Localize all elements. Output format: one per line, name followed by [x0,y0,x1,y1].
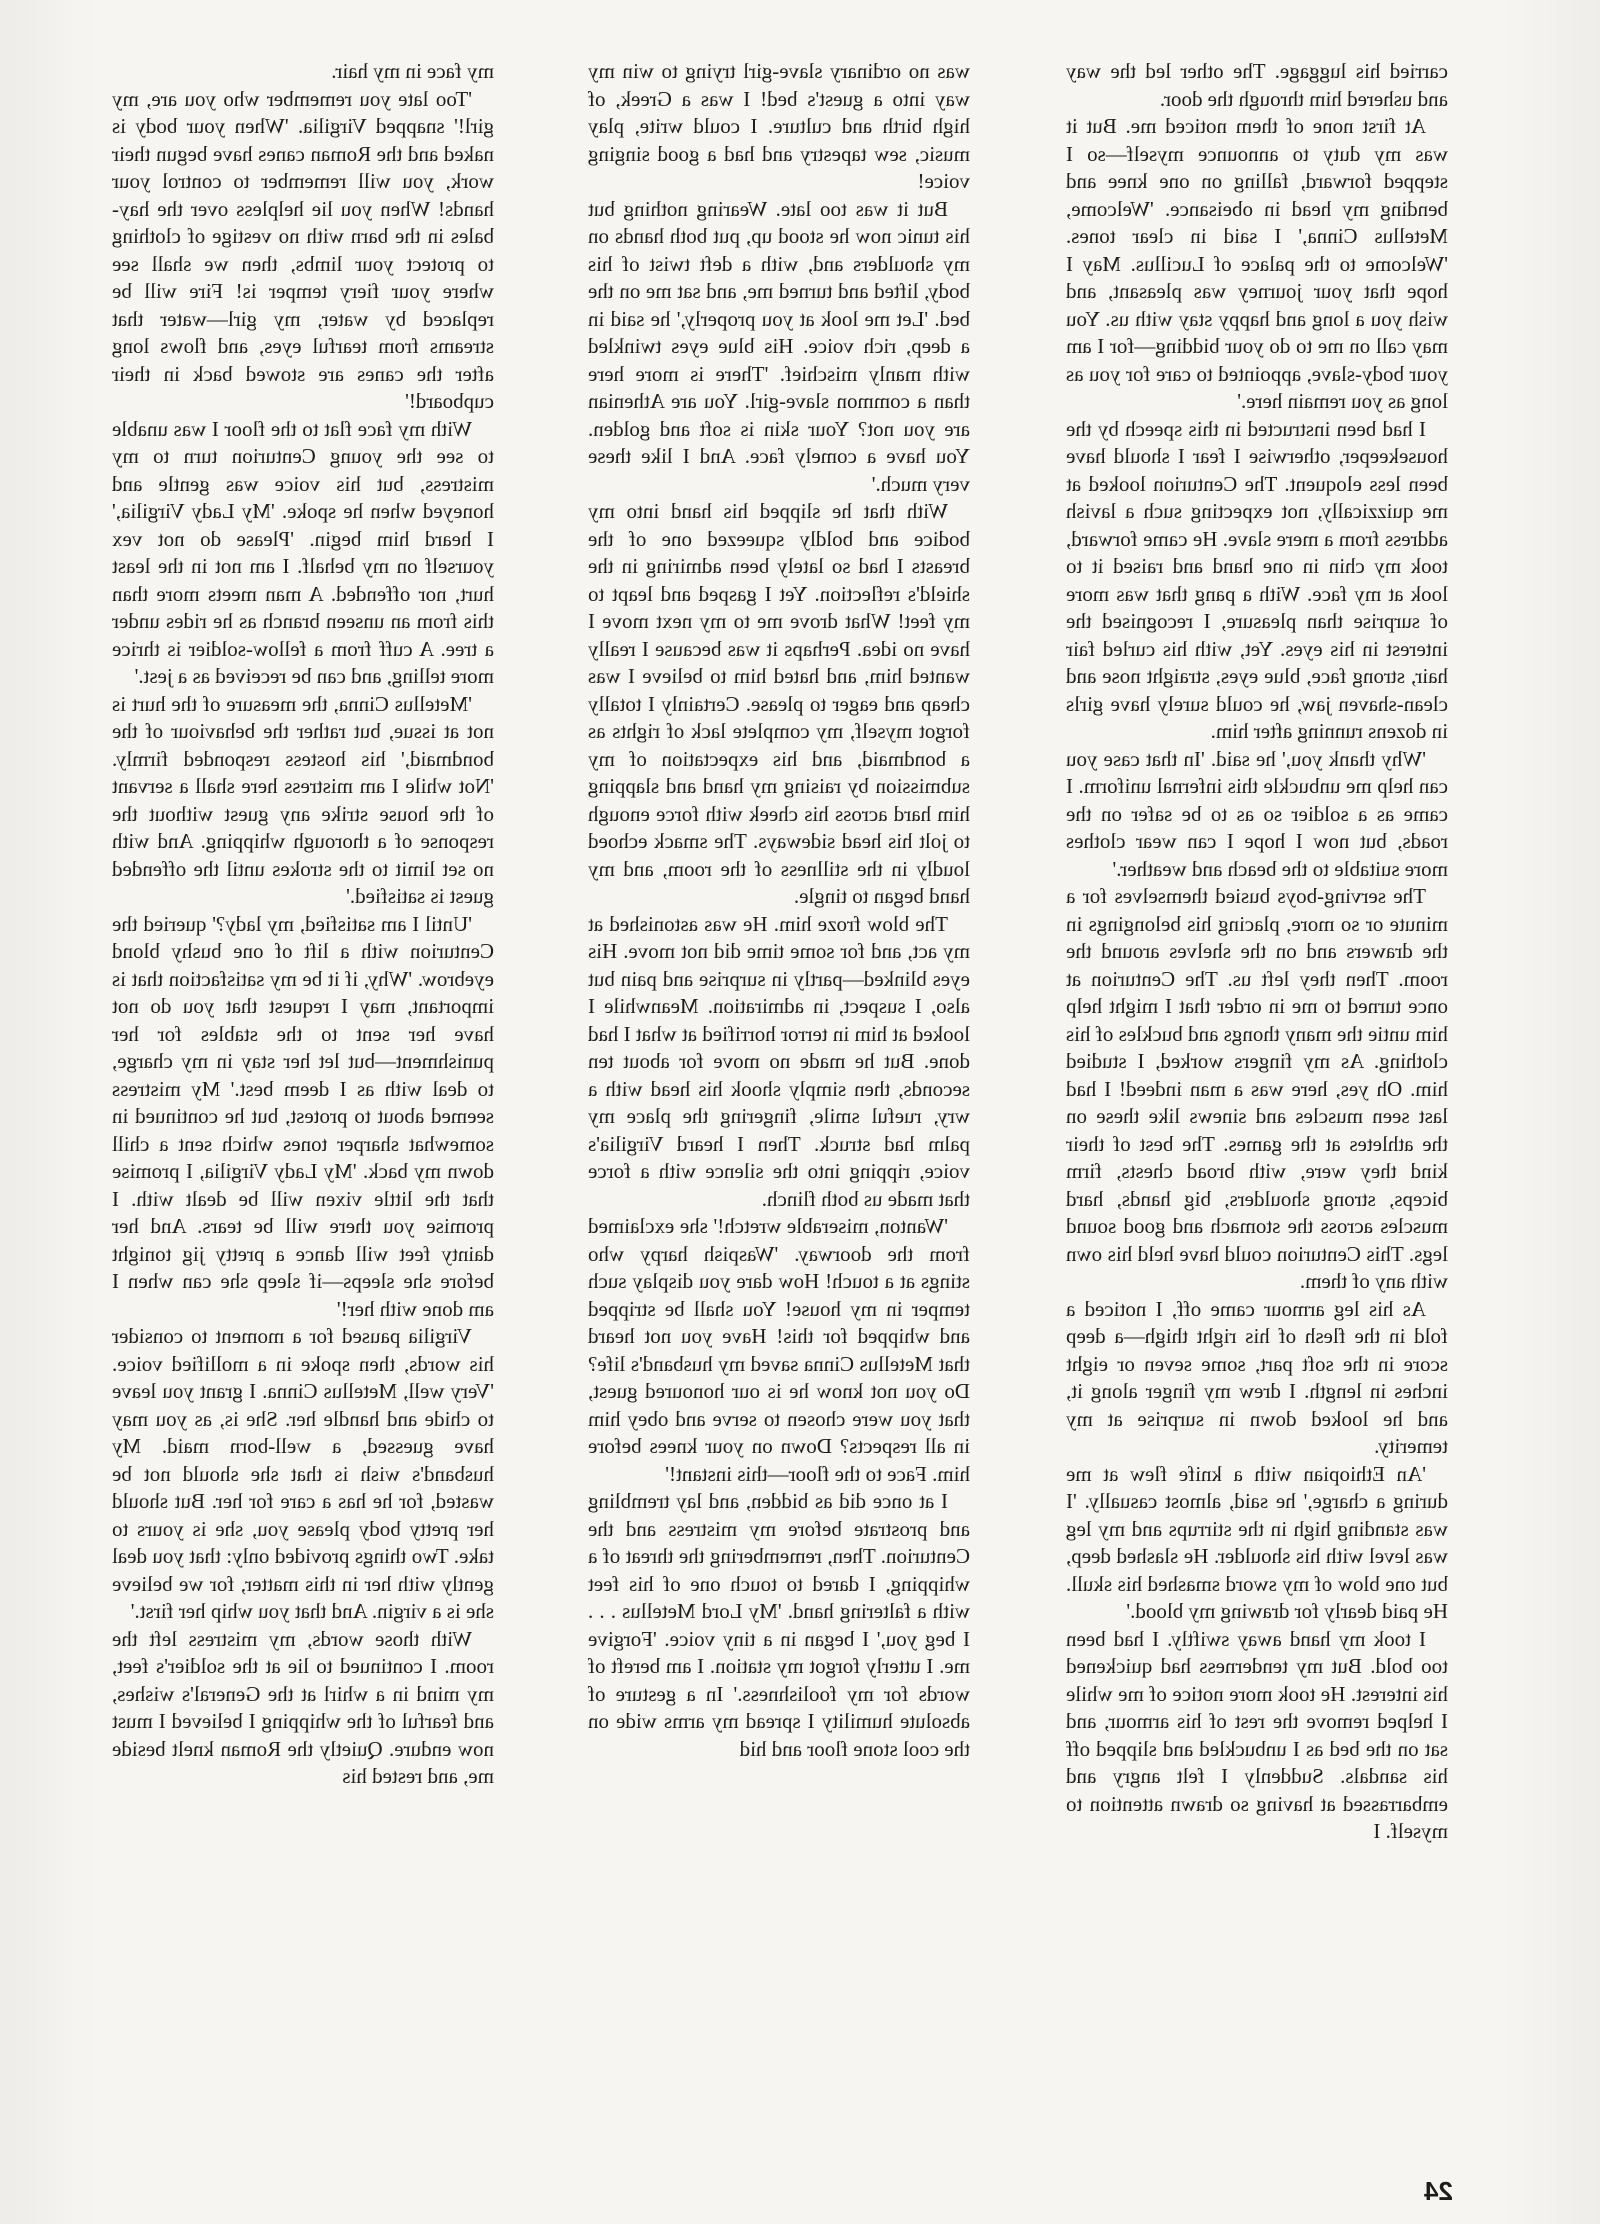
paragraph: With that he slipped his hand into my bodice and boldly squeezed one of the breasts I had so lately been admiring in the shield's reflection. Yet I gasped and leapt to my feet! What drove me to my next move I have no idea. Perhaps it was because I really wanted him, and hated him to believe I was cheap and eager to please. Certainly I totally forgot myself, my complete lack of rights as a bondmaid, and his expectation of my submission by raising my hand and slapping him hard across his cheek with force enough to jolt his head sideways. The smack echoed loudly in the stillness of the room, and my hand began to tingle. [588,499,970,908]
paragraph: At first none of them noticed me. But it was my duty to announce myself—so I stepped forward, falling on one knee and bending my head in obeisance. 'Welcome, Metellus Cinna,' I said in clear tones. 'Welcome to the palace of Lucillus. May I hope that your journey was pleasant, and wish you a long and happy stay with us. You may call on me to do your bidding—for I am your body-slave, appointed to care for you as long as you remain here.' [1066,114,1448,413]
paragraph: carried his luggage. The other led the way and ushered him through the door. [1066,59,1448,111]
paragraph: The blow froze him. He was astonished at my act, and for some time did not move. His eyes blinked—partly in surprise and pain but also, I suspect, in admiration. Meanwhile I looked at him in terror horrified at what I had done. But he made no move for about ten seconds, then simply shook his head with a wry, rueful smile, fingering the place my palm had struck. Then I heard Virgilia's voice, ripping into the silence with a force that made us both flinch. [588,911,970,1211]
text-column-2 [588,58,970,1763]
paragraph: I had been instructed in this speech by the housekeeper, otherwise I fear I should have been less eloquent. The Centurion looked at me quizzically, not expecting such a lavish address from a mere slave. He came forward, took my chin in one hand and raised it to look at my face. With a pang that was more of surprise than pleasure, I recognised the interest in his eyes. Yet, with his curled fair hair, strong face, blue eyes, straight nose and clean-shaven jaw, he could surely have girls in dozens running after him. [1066,416,1448,743]
paragraph: I took my hand away swiftly. I had been too bold. But my tenderness had quickened his interest. He took more notice of me while I helped remove the rest of his armour, and sat on the bed as I unbuckled and slipped off his sandals. Suddenly I felt angry and embarrassed at having so drawn attention to myself. I [1066,1626,1448,1843]
paragraph: 'Until I am satisfied, my lady?' queried the Centurion with a lift of one bushy blond eyebrow. 'Why, if it be my satisfaction that is important, may I request that you do not have her sent to the stables for her punishment—but let her stay in my charge, to deal with as I deem best.' My mistress seemed about to protest, but he continued in somewhat sharper tones which sent a chill down my back. 'My Lady Virgilia, I promise that the little vixen will be dealt with. I promise you there will be tears. And her dainty feet will dance a pretty jig tonight before she sleeps—if sleep she can when I am done with her!' [112,911,494,1321]
page-number: 24 [1424,2176,1453,2206]
paragraph: 'Why thank you,' he said. 'In that case you can help me unbuckle this infernal uniform. I came as a soldier so as to be safer on the roads, but now I hope I can wear clothes more suitable to the beach and weather.' [1066,746,1448,881]
paragraph: my face in my hair. [331,59,494,83]
paragraph: was no ordinary slave-girl trying to win my way into a guest's bed! I was a Greek, of high birth and culture. I could write, play music, sew tapestry and had a good singing voice! [588,59,970,193]
text-column-1 [1066,58,1448,1846]
paragraph: With my face flat to the floor I was unable to see the young Centurion turn to my mistress, but his voice was gentle and honeyed when he spoke. 'My Lady Virgilia,' I heard him begin. 'Please do not vex yourself on my behalf. I am not in the least hurt, nor offended. A man meets more than this from an unseen branch as he rides under a tree. A cuff from a fellow-soldier is thrice more telling, and can be received as a jest.' [112,416,494,688]
paragraph: I at once did as bidden, and lay trembling and prostrate before my mistress and the Centurion. Then, remembering the threat of a whipping, I dared to touch one of his feet with a faltering hand. 'My Lord Metellus . . . I beg you,' I began in a tiny voice. 'Forgive me. I utterly forgot my station. I am bereft of words for my foolishness.' In a gesture of absolute humility I spread my arms wide on the cool stone floor and hid [588,1489,970,1761]
paragraph: 'An Ethiopian with a knife flew at me during a charge,' he said, almost casually. 'I was standing high in the stirrups and my leg was level with his shoulder. He slashed deep, but one blow of my sword smashed his skull. He paid dearly for drawing my blood.' [1066,1461,1448,1623]
paragraph: As his leg armour came off, I noticed a fold in the flesh of his right thigh—a deep score in the soft part, some seven or eight inches in length. I drew my finger along it, and he looked down in surprise at my temerity. [1066,1296,1448,1458]
paragraph: With those words, my mistress left the room. I continued to lie at the soldier's feet, my mind in a whirl at the General's wishes, and fearful of the whipping I believed I must now endure. Quietly the Roman knelt beside me, and rested his [112,1626,494,1788]
paragraph: 'Too late you remember who you are, my girl!' snapped Virgilia. 'When your body is naked and the Roman canes have begun their work, you will remember to control your hands! When you lie helpless over the hay-bales in the barn with no vestige of clothing to protect your limbs, then we shall see where your fiery temper is! Fire will be replaced by water, my girl—water that streams from tearful eyes, and flows long after the canes are stowed back in their cupboard!' [112,86,494,413]
paragraph: Virgilia paused for a moment to consider his words, then spoke in a mollified voice. 'Very well, Metellus Cinna. I grant you leave to chide and handle her. She is, as you may have guessed, a well-born maid. My husband's wish is that she should not be wasted, for he has a care for her. But should her pretty body please you, she is yours to take. Two things provided only: that you deal gently with her in this matter, for we believe she is a virgin. And that you whip her first.' [112,1324,494,1623]
paragraph: But it was too late. Wearing nothing but his tunic now he stood up, put both hands on my shoulders and, with a deft twist of his body, lifted and turned me, and sat me on the bed. 'Let me look at you properly,' he said in a deep, rich voice. His blue eyes twinkled with manly mischief. 'There is more here than a common slave-girl. You are Athenian are you not? Your skin is soft and golden. You have a comely face. And I like these very much.' [588,196,970,496]
paragraph: 'Metellus Cinna, the measure of the hurt is not at issue, but rather the behaviour of the bondmaid,' his hostess responded firmly. 'Not while I am mistress here shall a servant of the house strike any guest without the response of a thorough whipping. And with no set limit to the strokes until the offended guest is satisfied.' [112,691,494,908]
text-column-3 [112,58,494,1791]
paragraph: The serving-boys busied themselves for a minute or so more, placing his belongings in the drawers and on the shelves around the room. Then they left us. The Centurion at once turned to me in order that I might help him untie the many thongs and buckles of his clothing. As my fingers worked, I studied him. Oh yes, here was a man indeed! I had last seen muscles and sinews like these on the athletes at the games. The best of their kind they were, with broad chests, firm biceps, strong shoulders, big hands, hard muscles across the stomach and good sound legs. This Centurion could have held his own with any of them. [1066,884,1448,1293]
paragraph: 'Wanton, miserable wretch!' she exclaimed from the doorway. 'Waspish harpy who stings at a touch! How dare you display such temper in my house! You shall be stripped and whipped for this! Have you not heard that Metellus Cinna saved my husband's life? Do you not know he is our honoured guest, that you were chosen to serve and obey him in all respects? Down on your knees before him. Face to the floor—this instant!' [588,1214,970,1486]
